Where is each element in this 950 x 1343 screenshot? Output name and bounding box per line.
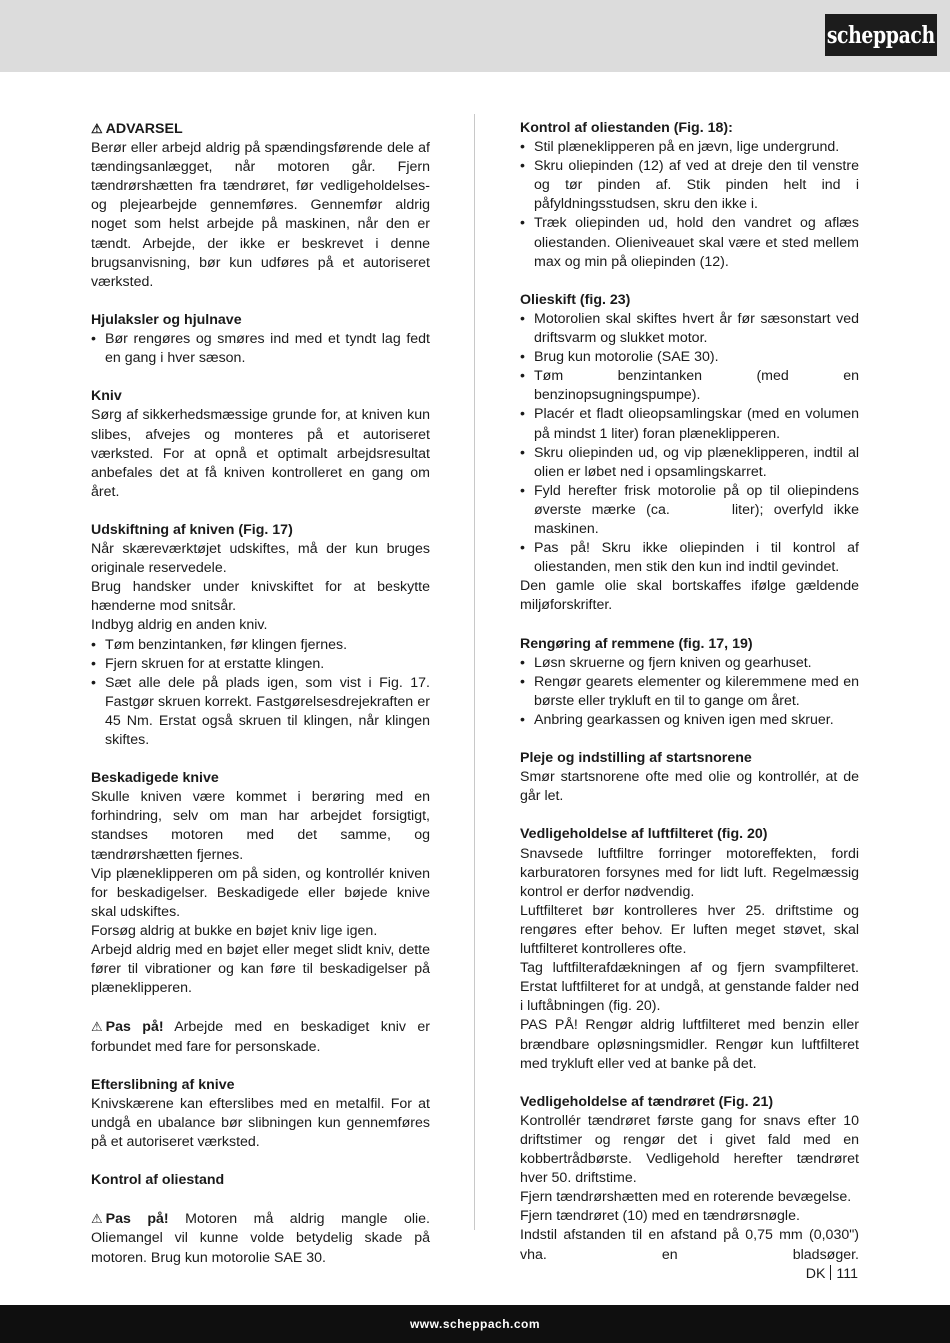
list-item: • Stil plæneklipperen på en jævn, lige undergrund. <box>520 139 840 156</box>
advarsel-heading: ⚠ ADVARSEL <box>91 121 183 137</box>
luft-text-1: Snavsede luftfiltre forringer motoreffekten, fordi karburatoren forsynes med for lidt luft. Regelmæssig kontrol er derfor nødvendig. <box>520 845 859 900</box>
udskift-heading: Udskiftning af kniven (Fig. 17) <box>91 521 293 538</box>
kontrol-heading: Kontrol af oliestand <box>91 1172 225 1189</box>
olieskift-heading: Olieskift (fig. 23) <box>520 291 631 308</box>
list-item: • Bør rengøres og smøres ind med et tyndt lag fedt en gang i hver sæson. <box>91 331 430 367</box>
udskift-text-1: Når skæreværktøjet udskiftes, må der kun bruges originale reservedele. <box>91 541 430 577</box>
olieskift-text: Den gamle olie skal bortskaffes ifølge gældende miljøforskrifter. <box>520 578 859 614</box>
list-item: • Skru oliepinden (12) af ved at dreje den til venstre og tør pinden af. Stik pinden helt ind i påfyldningsstudsen, skru den ikke i. <box>520 158 859 213</box>
luft-heading: Vedligeholdelse af luftfilteret (fig. 20) <box>520 826 768 843</box>
right-column <box>520 119 863 1265</box>
luft-text-4: PAS PÅ! Rengør aldrig luftfilteret med benzin eller brændbare opløsningsmidler. Rengør kun luftfilteret med trykluft eller ved at banke på det. <box>520 1017 859 1072</box>
list-item: • Tøm benzintanken, før klingen fjernes. <box>91 636 348 653</box>
warning-icon: ⚠ <box>91 121 103 136</box>
efter-text: Knivskærene kan efterslibes med en metalfil. For at undgå en ubalance bør slibningen kun gennemføres på et autoriseret værksted. <box>91 1095 430 1150</box>
list-item: • Skru oliepinden ud, og vip plæneklipperen, indtil al olien er løbet ned i opsamlingskarret. <box>520 444 859 480</box>
list-item: • Træk oliepinden ud, hold den vandret og aflæs oliestanden. Olieniveauet skal være et sted mellem max og min på oliepinden (12). <box>520 215 859 270</box>
list-item: • Placér et fladt olieopsamlingskar (med en volumen på mindst 1 liter) foran plæneklipperen. <box>520 406 859 442</box>
udskift-text-2: Brug handsker under knivskiftet for at beskytte hænderne mod snitsår. <box>91 579 430 615</box>
taend-heading: Vedligeholdelse af tændrøret (Fig. 21) <box>520 1093 774 1110</box>
beskad-text-4: Arbejd aldrig med en bøjet eller meget slidt kniv, dette fører til vibrationer og kan føre til beskadigelser på plæneklipperen. <box>91 942 430 997</box>
udskift-text-3: Indbyg aldrig en anden kniv. <box>91 617 268 634</box>
taend-text-3: Fjern tændrøret (10) med en tændrørsnøgle. <box>520 1208 800 1225</box>
luft-text-2: Luftfilteret bør kontrolleres hver 25. driftstime og rengøres efter behov. Er luften meget støvet, skal luftfilteret kontrolleres ofte. <box>520 902 859 958</box>
warning-icon: ⚠ <box>91 1211 103 1227</box>
warning-note-2: ⚠ Pas på! Motoren må aldrig mangle olie. Oliemangel vil kunne volde betydelig skade på motoren. Brug kun motorolie SAE 30. <box>91 1211 430 1266</box>
column-divider <box>474 114 475 1230</box>
beskad-text-1: Skulle kniven være kommet i berøring med en forhindring, selv om man har arbejdet forsigtigt, standses motoren med det samme, og tændrørshætten fjernes. <box>91 789 430 863</box>
start-heading: Pleje og indstilling af startsnorene <box>520 750 752 767</box>
list-item: • Sæt alle dele på plads igen, som vist i Fig. 17. Fastgør skruen korrekt. Fastgørelsesdrejekraften er 45 Nm. Erstat også skruen til klingen, når klingen skiftes. <box>91 674 430 748</box>
start-text: Smør startsnorene ofte med olie og kontrollér, at de går let. <box>520 769 859 805</box>
warning-icon: ⚠ <box>91 1019 103 1035</box>
warning-note-1: ⚠ Pas på! Arbejde med en beskadiget kniv er forbundet med fare for personskade. <box>91 1019 430 1055</box>
beskad-heading: Beskadigede knive <box>91 770 219 787</box>
list-item: • Pas på! Skru ikke oliepinden i til kontrol af oliestanden, men stik den kun ind indtil gevindet. <box>520 540 859 576</box>
efter-heading: Efterslibning af knive <box>91 1076 235 1093</box>
taend-text-2: Fjern tændrørshætten med en roterende bevægelse. <box>520 1189 852 1206</box>
header-band <box>0 0 950 72</box>
taend-text-4: Indstil afstanden til en afstand på 0,75 mm (0,030") vha. en bladsøger. <box>520 1227 859 1263</box>
page-number: DK 111 <box>805 1266 858 1282</box>
luft-text-3: Tag luftfilterafdækningen af og fjern svampfilteret. Erstat luftfilteret for at undgå, at genstande falder ned i luftåbningen (fig. 20). <box>520 960 859 1015</box>
brand-logo: scheppach <box>825 14 937 56</box>
remme-heading: Rengøring af remmene (fig. 17, 19) <box>520 635 753 652</box>
kniv-heading: Kniv <box>91 388 122 405</box>
list-item: • Fyld herefter frisk motorolie på op til oliepindens øverste mærke (ca. liter); overfyld ikke maskinen. <box>520 482 863 537</box>
list-item: • Løsn skruerne og fjern kniven og gearhuset. <box>520 654 812 671</box>
footer-url[interactable]: www.scheppach.com <box>409 1317 541 1331</box>
list-item: • Motorolien skal skiftes hvert år før sæsonstart ved driftsvarm og slukket motor. <box>520 310 859 347</box>
hjul-heading: Hjulaksler og hjulnave <box>91 311 242 328</box>
list-item: • Anbring gearkassen og kniven igen med skruer. <box>520 711 834 728</box>
footer-bar <box>0 1305 950 1343</box>
list-item: • Fjern skruen for at erstatte klingen. <box>91 655 325 672</box>
left-column <box>91 119 430 1268</box>
kniv-text: Sørg af sikkerhedsmæssige grunde for, at kniven kun slibes, afvejes og monteres på et autoriseret værksted. For at opnå et optimalt arbejdsresultat anbefales det at få kniven kontrolleret en gang om året. <box>91 407 430 500</box>
list-item: • Tøm benzintanken (med en benzinopsugningspumpe). <box>520 368 859 404</box>
list-item: • Brug kun motorolie (SAE 30). <box>520 349 719 366</box>
list-item: • Rengør gearets elementer og kileremmene med en børste eller trykluft en til to gange om året. <box>520 673 859 709</box>
advarsel-text: Berør eller arbejd aldrig på spændingsførende dele af tændingsanlægget, når motoren går. Fjern tændrørshætten fra tændrøret, før vedligeholdelses- og plejearbejde gennemføres. Gennemfør aldrig noget som helst arbejde på maskinen, når den er tændt. Arbejde, der ikke er beskrevet i denne brugsanvisning, bør kun udføres på et autoriseret værksted. <box>91 140 430 290</box>
beskad-text-3: Forsøg aldrig at bukke en bøjet kniv lige igen. <box>91 922 378 939</box>
kontrol-fig-heading: Kontrol af oliestanden (Fig. 18): <box>520 120 733 136</box>
beskad-text-2: Vip plæneklipperen om på siden, og kontrollér kniven for beskadigelser. Beskadigede eller bøjede knive skal udskiftes. <box>91 865 430 920</box>
taend-text-1: Kontrollér tændrøret første gang for snavs efter 10 driftstimer og rengør det i givet fald med en kobbertrådbørste. Vedligehold herefter tændrøret hver 50. driftstime. <box>520 1112 859 1187</box>
